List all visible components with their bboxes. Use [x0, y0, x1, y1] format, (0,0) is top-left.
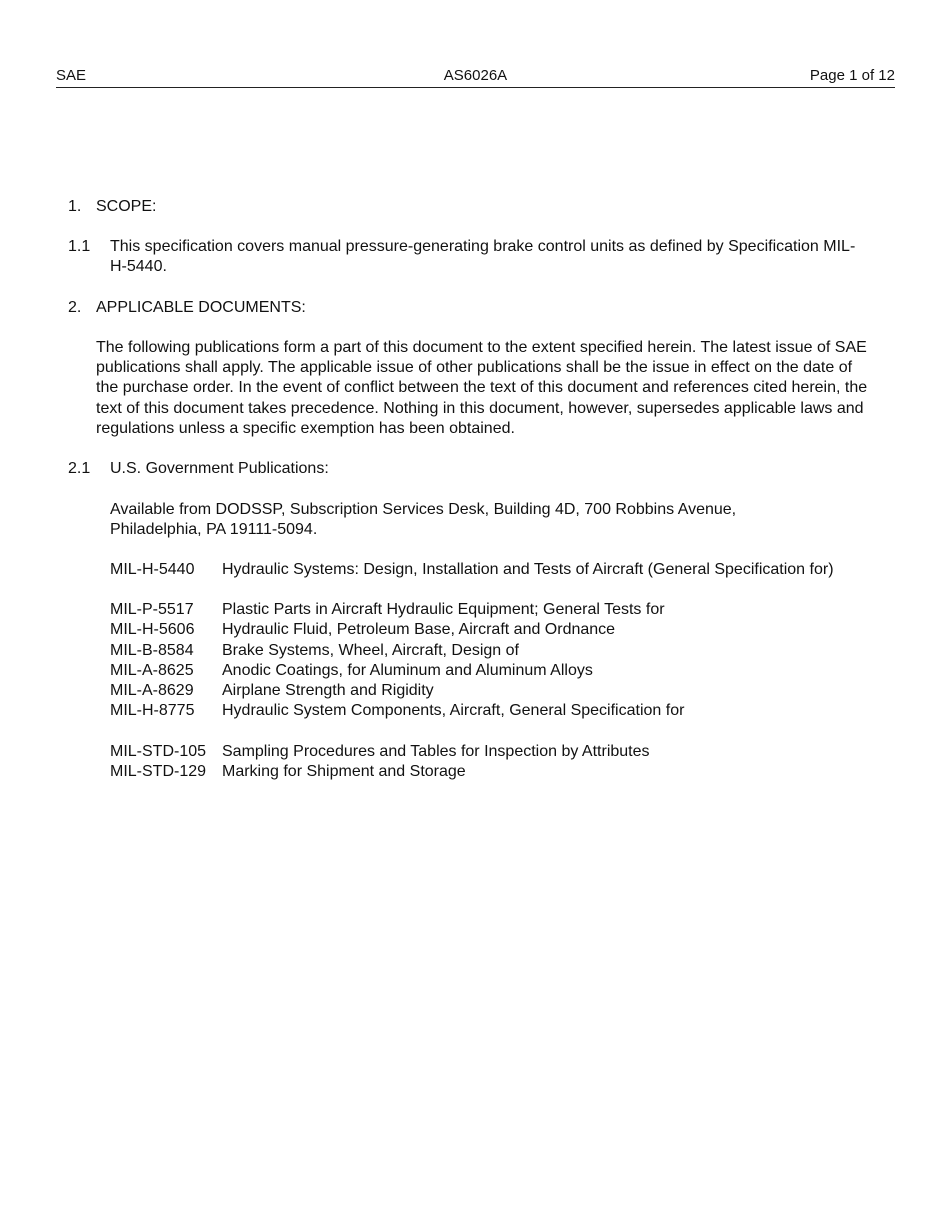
section-1-number: 1. — [68, 198, 82, 215]
section-2-1-availability: Available from DODSSP, Subscription Services Desk, Building 4D, 700 Robbins Avenue, Philadelphia, PA 19111-5094. — [110, 501, 737, 539]
reference-code: MIL-STD-129 — [110, 763, 207, 780]
reference-title: Hydraulic System Components, Aircraft, General Specification for — [222, 702, 685, 719]
reference-code: MIL-P-5517 — [110, 601, 194, 618]
reference-code: MIL-A-8625 — [110, 662, 194, 679]
reference-code: MIL-STD-105 — [110, 743, 207, 760]
reference-title: Hydraulic Systems: Design, Installation and Tests of Aircraft (General Specification for) — [222, 561, 834, 578]
reference-code: MIL-A-8629 — [110, 682, 194, 699]
reference-title: Brake Systems, Wheel, Aircraft, Design of — [222, 642, 519, 659]
reference-code: MIL-H-5440 — [110, 561, 195, 578]
section-2-1-heading: U.S. Government Publications: — [110, 460, 329, 477]
header-page-number: Page 1 of 12 — [809, 67, 895, 84]
section-1-1-number: 1.1 — [68, 238, 91, 255]
reference-code: MIL-B-8584 — [110, 642, 194, 659]
reference-code: MIL-H-5606 — [110, 621, 195, 638]
section-2-1-number: 2.1 — [68, 460, 91, 477]
reference-title: Anodic Coatings, for Aluminum and Aluminum Alloys — [222, 662, 593, 679]
page-header — [56, 66, 895, 88]
section-2-number: 2. — [68, 299, 82, 316]
reference-code: MIL-H-8775 — [110, 702, 195, 719]
reference-title: Marking for Shipment and Storage — [222, 763, 466, 780]
header-org: SAE — [56, 67, 87, 84]
reference-title: Plastic Parts in Aircraft Hydraulic Equipment; General Tests for — [222, 601, 665, 618]
section-1-heading: SCOPE: — [96, 198, 157, 215]
section-2-intro: The following publications form a part of this document to the extent specified herein. The latest issue of SAE publications shall apply. The applicable issue of other publications shall be the issue in effect on the date of the purchase order. In the event of conflict between the text of this document and references cited herein, the text of this document takes precedence. Nothing in this document, however, supersedes applicable laws and regulations unless a specific exemption has been obtained. — [96, 339, 868, 437]
reference-title: Sampling Procedures and Tables for Inspection by Attributes — [222, 743, 650, 760]
header-doc-number: AS6026A — [443, 67, 508, 84]
section-2-heading: APPLICABLE DOCUMENTS: — [96, 299, 306, 316]
reference-title: Airplane Strength and Rigidity — [222, 682, 434, 699]
reference-title: Hydraulic Fluid, Petroleum Base, Aircraft and Ordnance — [222, 621, 616, 638]
reference-row — [110, 560, 870, 600]
section-1-1-text: This specification covers manual pressure-generating brake control units as defined by Specification MIL-H-5440. — [110, 238, 856, 276]
